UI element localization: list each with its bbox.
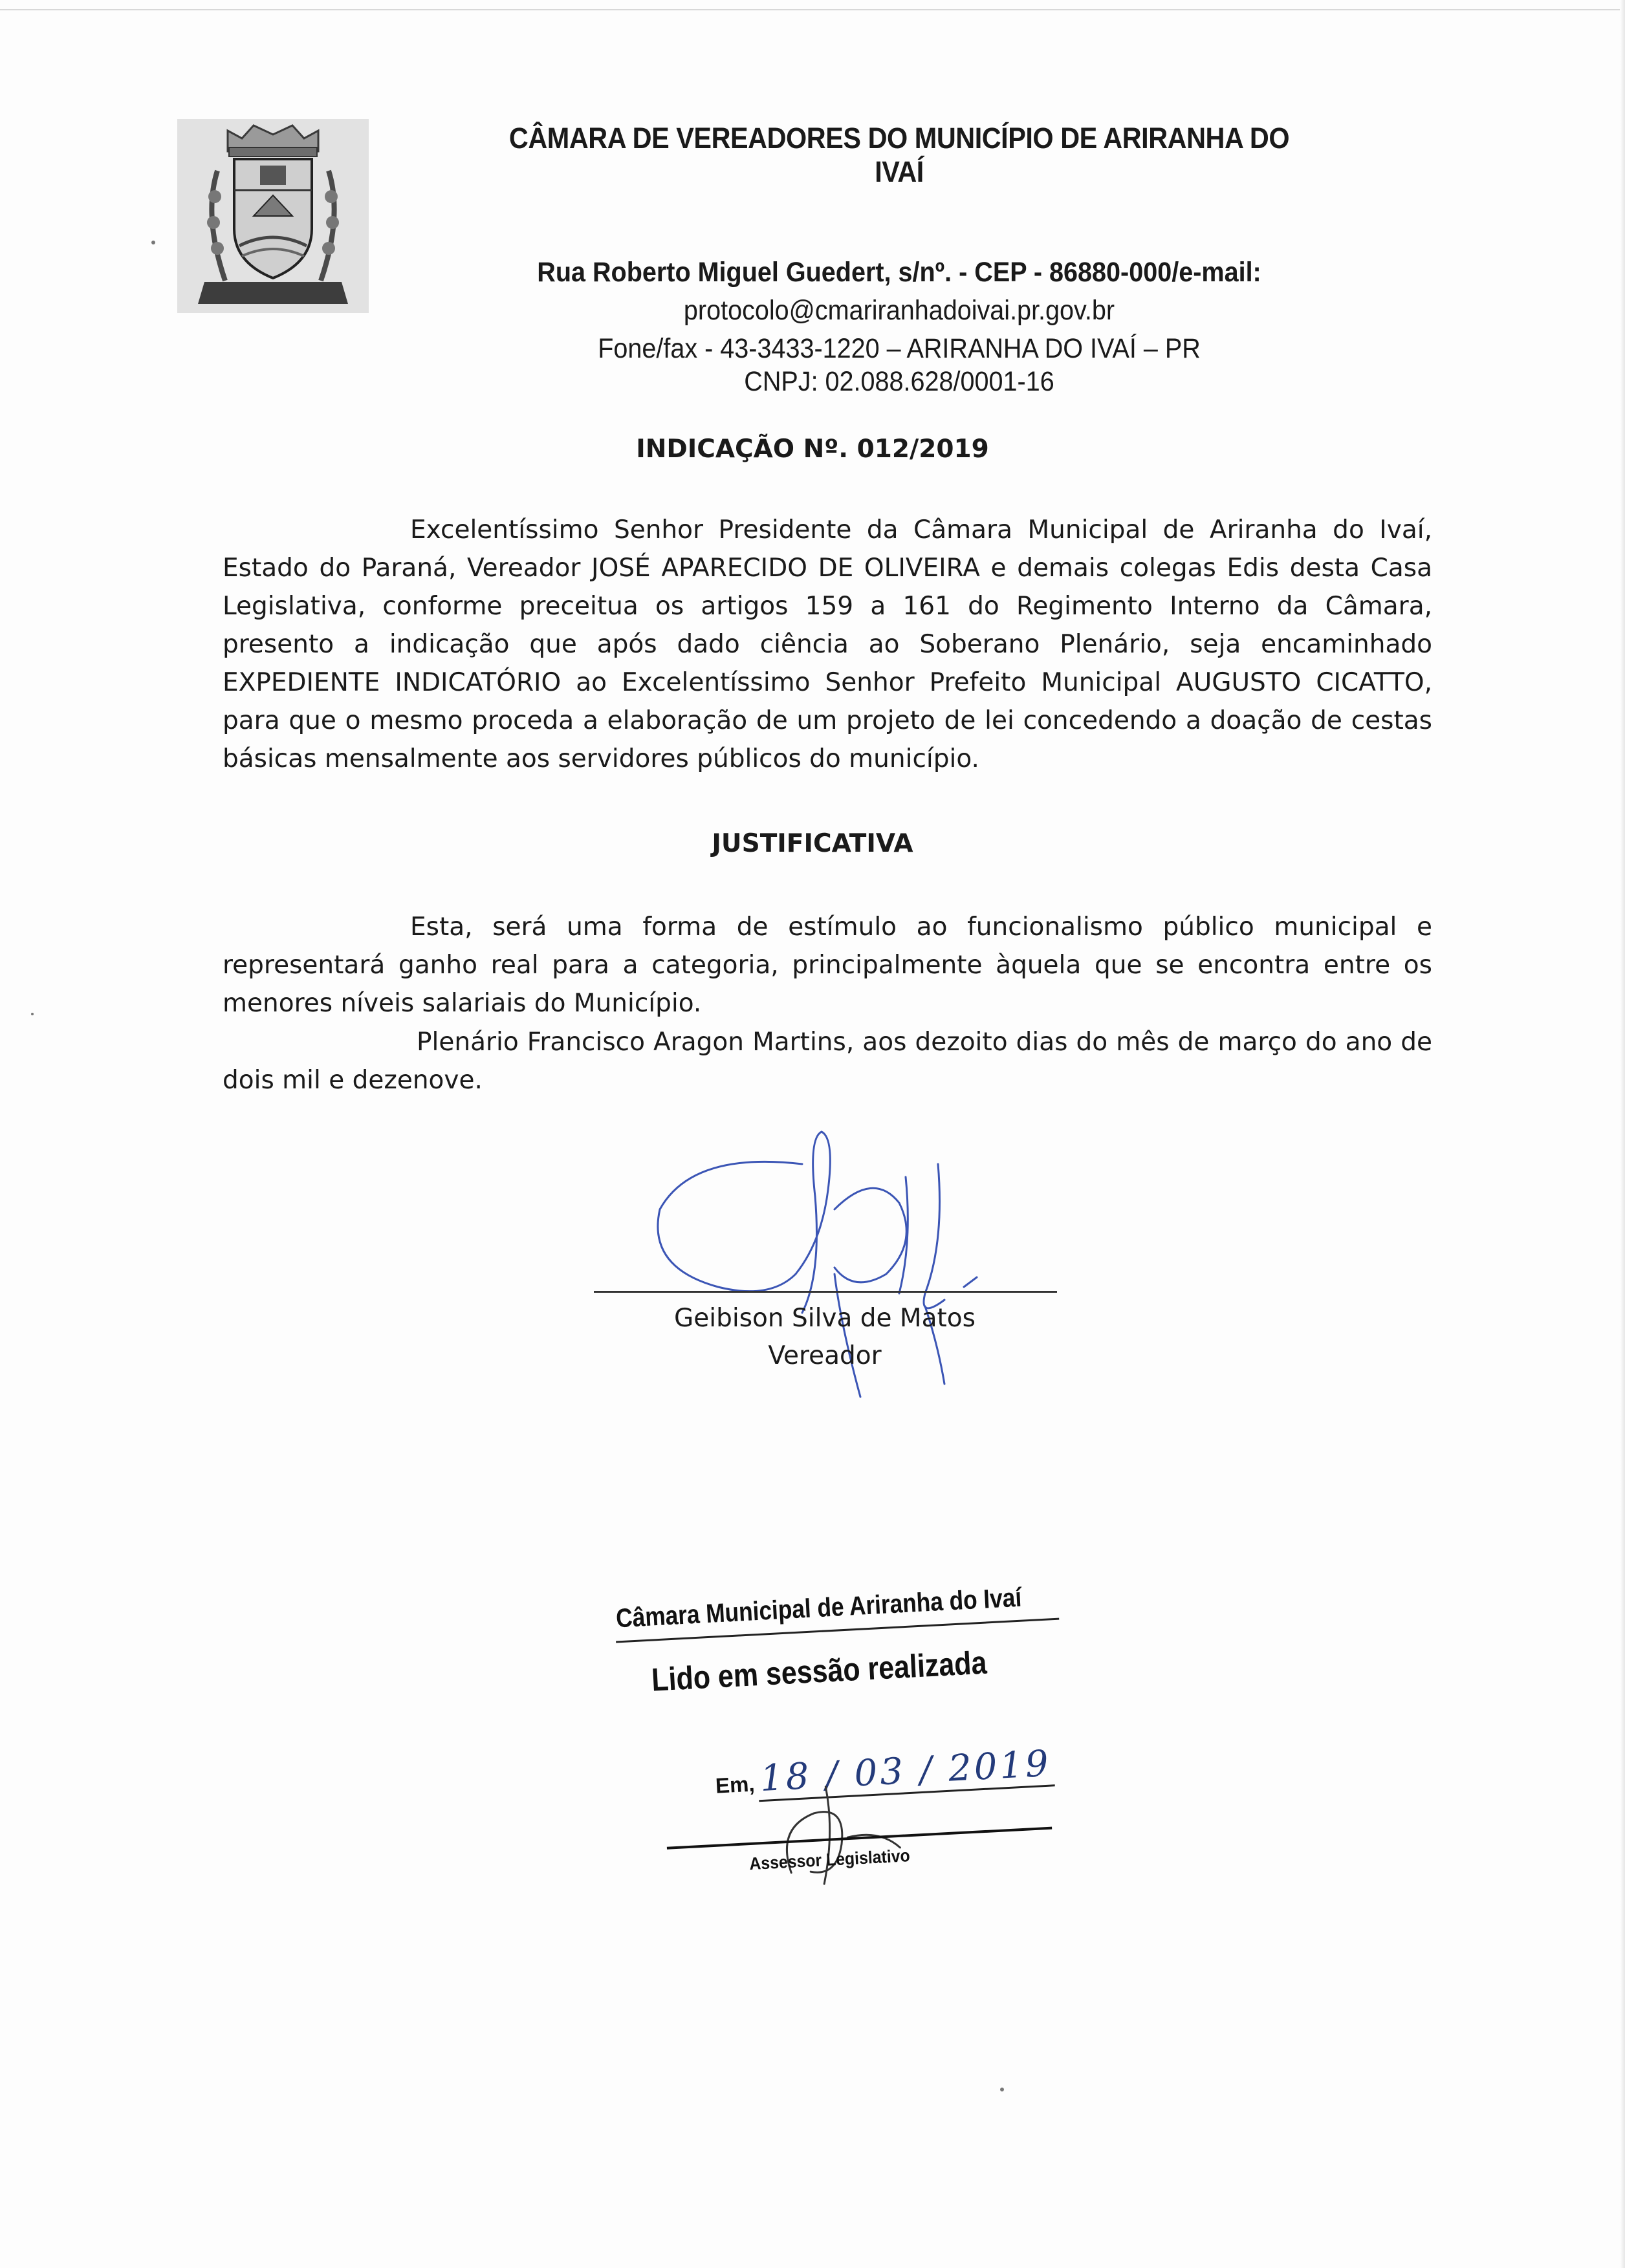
closing-paragraph: Plenário Francisco Aragon Martins, aos dezoito dias do mês de março do ano de dois mil e dezenove. [223,1028,1432,1095]
stamp-date: 18 / 03 / 2019 [756,1742,1054,1802]
signature-line [594,1291,1057,1293]
chamber-title: CÂMARA DE VEREADORES DO MUNICÍPIO DE ARIRANHA DO IVAÍ [508,122,1290,188]
scan-speck [1000,2088,1004,2091]
letterhead [453,122,1346,398]
chamber-email: protocolo@cmariranhadoivai.pr.gov.br [683,295,1115,326]
reading-stamp [608,1566,1091,1927]
chamber-phone: Fone/fax - 43-3433-1220 – ARIRANHA DO IVAÍ – PR [598,333,1201,364]
stamp-role: Assessor Legislativo [748,1846,911,1874]
stamp-date-prefix: Em, [715,1771,756,1798]
coat-of-arms-icon [177,119,369,313]
justification-heading: JUSTIFICATIVA [712,829,913,858]
chamber-cnpj: CNPJ: 02.088.628/0001-16 [744,366,1054,397]
indication-paragraph: Excelentíssimo Senhor Presidente da Câmara Municipal de Ariranha do Ivaí, Estado do Paraná, Vereador JOSÉ APARECIDO DE OLIVEIRA e demais colegas Edis desta Casa Legislativa, conforme preceitua os artigos 159 a 161 do Regimento Interno da Câmara, presento a indicação que após dado ciência ao Soberano Plenário, seja encaminhado EXPEDIENTE INDICATÓRIO ao Excelentíssimo Senhor Prefeito Municipal AUGUSTO CICATTO, para que o mesmo proceda a elaboração de um projeto de lei concedendo a doação de cestas básicas mensalmente aos servidores públicos do município. [223,515,1432,773]
scan-top-edge [0,9,1625,10]
stamp-chamber-name: Câmara Municipal de Ariranha do Ivaí [615,1582,1023,1634]
scan-right-edge [1620,0,1625,2268]
stamp-status: Lido em sessão realizada [650,1644,988,1698]
chamber-address: Rua Roberto Miguel Guedert, s/nº. - CEP - 86880-000/e-mail: [537,257,1261,288]
scan-speck [31,1013,34,1015]
document-title: INDICAÇÃO Nº. 012/2019 [636,435,989,464]
scan-speck [151,241,155,244]
stamp-initials-signature [747,1768,934,1894]
signer-name: Geibison Silva de Matos [674,1304,976,1333]
signer-role: Vereador [768,1341,882,1370]
justification-paragraph: Esta, será uma forma de estímulo ao funcionalismo público municipal e representará ganho real para a categoria, principalmente àquela que se encontra entre os menores níveis salariais do Município. [223,913,1432,1018]
